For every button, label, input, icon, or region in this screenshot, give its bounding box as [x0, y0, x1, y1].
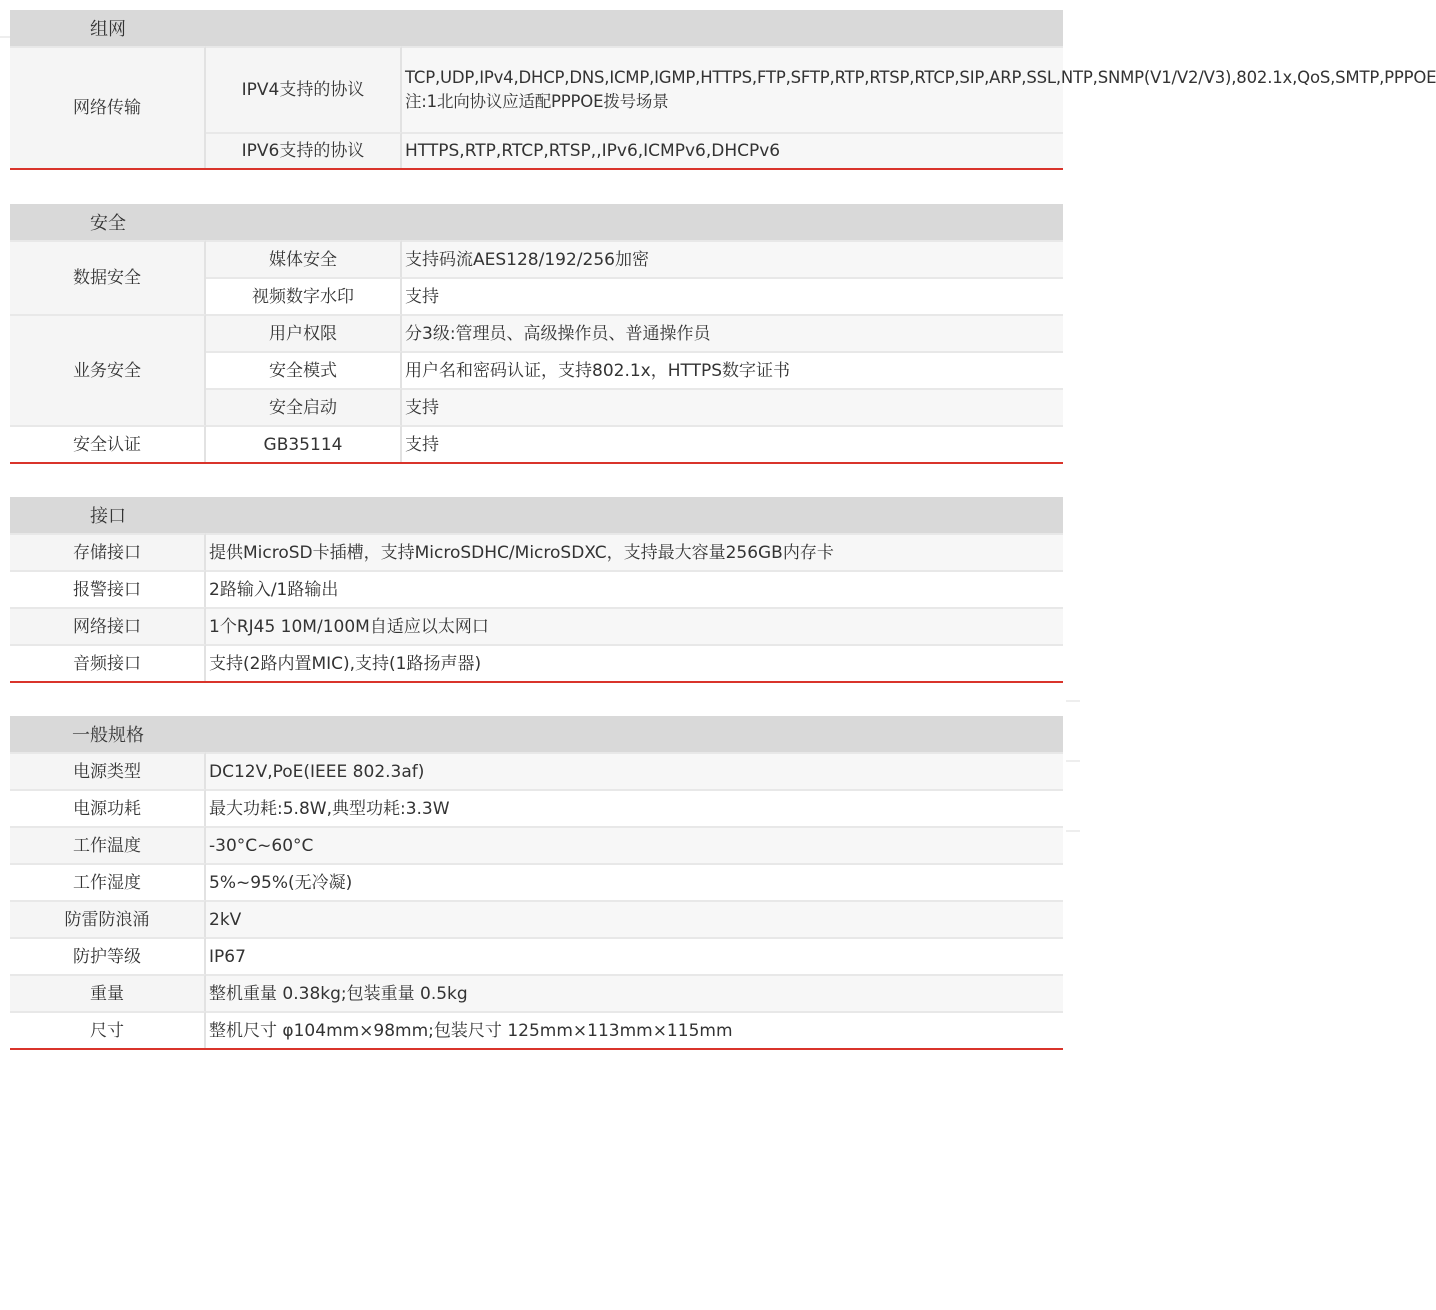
section-title: 一般规格	[72, 725, 144, 746]
edge-decoration	[1066, 700, 1080, 702]
row-label: 防护等级	[10, 937, 206, 974]
row-label: 音频接口	[10, 644, 206, 681]
row-label: 用户权限	[206, 314, 402, 351]
row-value: IP67	[206, 937, 1063, 974]
interfaces-section	[10, 497, 1063, 683]
row-label: 安全启动	[206, 388, 402, 425]
row-label: GB35114	[206, 425, 402, 462]
row-value: HTTPS,RTP,RTCP,RTSP,,IPv6,ICMPv6,DHCPv6	[402, 132, 1063, 168]
row-value: 支持	[402, 425, 1063, 462]
row-value: 2kV	[206, 900, 1063, 937]
row-value: 支持	[402, 277, 1063, 314]
row-label: 安全模式	[206, 351, 402, 388]
interfaces-table	[10, 533, 1063, 681]
edge-decoration	[1066, 760, 1080, 762]
row-value: DC12V,PoE(IEEE 802.3af)	[206, 752, 1063, 789]
general-section	[10, 716, 1063, 1050]
group-label: 业务安全	[10, 314, 206, 425]
row-value: 最大功耗:5.8W,典型功耗:3.3W	[206, 789, 1063, 826]
row-value: 支持	[402, 388, 1063, 425]
row-label: 媒体安全	[206, 240, 402, 277]
section-title: 安全	[90, 213, 126, 234]
row-label: IPV4支持的协议	[206, 46, 402, 132]
row-value: TCP,UDP,IPv4,DHCP,DNS,ICMP,IGMP,HTTPS,FTP,SFTP,RTP,RTSP,RTCP,SIP,ARP,SSL,NTP,SNMP(V1/V2/V3),802.1x,QoS,SMTP,PPPOE 注:1北向协议应适配PPPOE拨号场景	[402, 46, 1063, 132]
network-table	[10, 46, 1436, 168]
row-value: -30°C~60°C	[206, 826, 1063, 863]
row-label: 存储接口	[10, 533, 206, 570]
section-divider	[10, 1048, 1063, 1050]
row-value: 用户名和密码认证，支持802.1x，HTTPS数字证书	[402, 351, 1063, 388]
row-value: 整机重量 0.38kg;包装重量 0.5kg	[206, 974, 1063, 1011]
security-section	[10, 204, 1063, 464]
row-value: 支持(2路内置MIC),支持(1路扬声器)	[206, 644, 1063, 681]
section-header	[10, 497, 1063, 533]
row-label: 工作温度	[10, 826, 206, 863]
row-label: 工作湿度	[10, 863, 206, 900]
row-label: 报警接口	[10, 570, 206, 607]
group-label: 安全认证	[10, 425, 206, 462]
row-value: 5%~95%(无冷凝)	[206, 863, 1063, 900]
section-divider	[10, 168, 1063, 170]
row-value: 整机尺寸 φ104mm×98mm;包装尺寸 125mm×113mm×115mm	[206, 1011, 1063, 1048]
row-label: 尺寸	[10, 1011, 206, 1048]
general-table	[10, 752, 1063, 1048]
network-section	[10, 10, 1436, 170]
security-table	[10, 240, 1063, 462]
section-divider	[10, 462, 1063, 464]
group-label: 网络传输	[10, 46, 206, 168]
section-header	[10, 716, 1063, 752]
row-label: 视频数字水印	[206, 277, 402, 314]
row-value: 提供MicroSD卡插槽，支持MicroSDHC/MicroSDXC，支持最大容量256GB内存卡	[206, 533, 1063, 570]
section-title: 接口	[90, 506, 126, 527]
row-value: 2路输入/1路输出	[206, 570, 1063, 607]
row-label: 防雷防浪涌	[10, 900, 206, 937]
row-label: IPV6支持的协议	[206, 132, 402, 168]
section-title: 组网	[90, 19, 126, 40]
section-header	[10, 204, 1063, 240]
section-divider	[10, 681, 1063, 683]
edge-decoration	[1066, 830, 1080, 832]
section-header	[10, 10, 1063, 46]
row-label: 重量	[10, 974, 206, 1011]
group-label: 数据安全	[10, 240, 206, 314]
row-label: 电源功耗	[10, 789, 206, 826]
row-value: 分3级:管理员、高级操作员、普通操作员	[402, 314, 1063, 351]
row-value: 1个RJ45 10M/100M自适应以太网口	[206, 607, 1063, 644]
row-value: 支持码流AES128/192/256加密	[402, 240, 1063, 277]
row-label: 电源类型	[10, 752, 206, 789]
row-label: 网络接口	[10, 607, 206, 644]
